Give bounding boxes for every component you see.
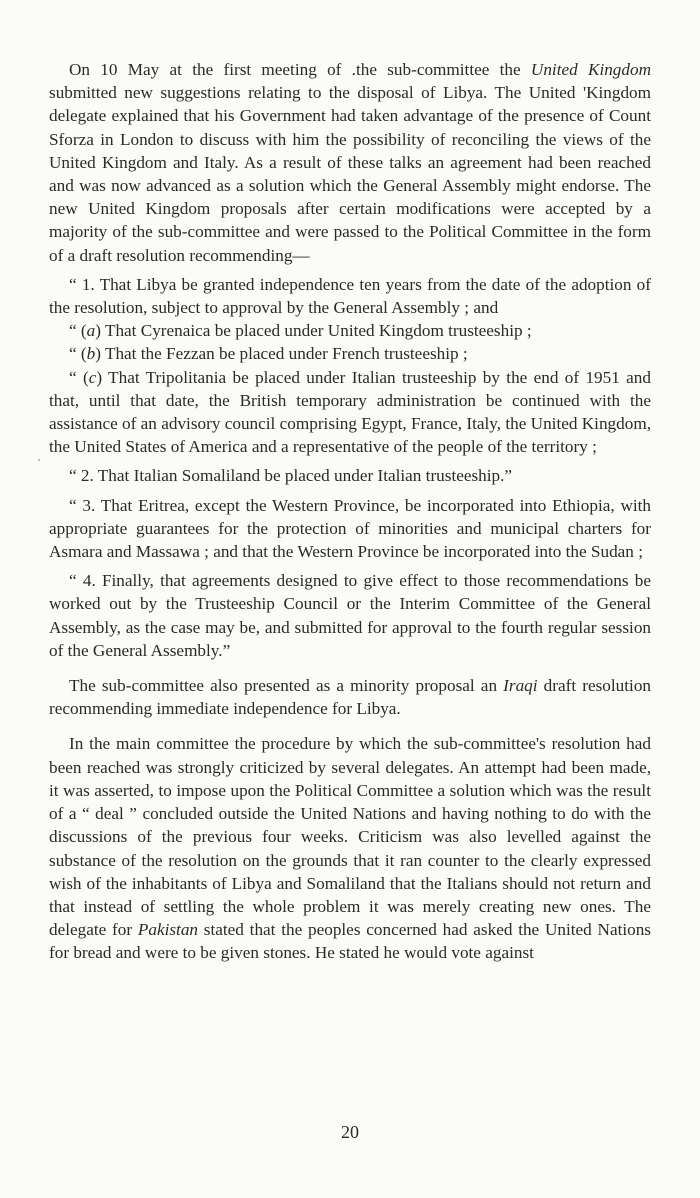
page-number: 20 bbox=[341, 1122, 359, 1142]
paragraph-minority-proposal bbox=[49, 674, 651, 720]
text-run: ) That Cyrenaica be placed under United Kingdom trusteeship ; bbox=[95, 321, 532, 341]
quote-item-1: “ 1. That Libya be granted independence ten years from the date of the adoption of the resolution, subject to approval by the General Assembly ; and bbox=[49, 274, 651, 318]
text-run: draft resolution recommending immediate independence for Libya. bbox=[49, 676, 652, 719]
quote-item-1a bbox=[49, 319, 651, 342]
text-run: stated that the peoples concerned had asked the United Nations for bread and were to be given stones. He stated he would vote against bbox=[49, 920, 651, 963]
paragraph-main-committee bbox=[49, 732, 651, 964]
text-run: submitted new suggestions relating to the disposal of Libya. The United 'Kingdom delegate explained that his Government had taken advantage of the presence of Count Sforza in London to discuss with him the possibility of reconciling the views of the United Kingdom and Italy. As a result of these talks an agreement had been reached and was now advanced as a solution which the General Assembly might endorse. The new United Kingdom proposals after certain modifications were accepted by a majority of the sub-committee and were passed to the Political Committee in the form of a draft resolution recommending— bbox=[49, 83, 651, 265]
body-text bbox=[49, 58, 651, 965]
text-run: “ ( bbox=[69, 344, 87, 364]
italic-run: c bbox=[88, 367, 97, 387]
italic-run: Iraqi bbox=[503, 676, 538, 696]
text-run: “ ( bbox=[69, 367, 89, 387]
italic-run: Pakistan bbox=[137, 920, 199, 940]
paragraph-intro bbox=[49, 58, 651, 267]
quote-item-2: “ 2. That Italian Somaliland be placed under Italian trusteeship.” bbox=[69, 466, 513, 486]
quote-item-3: “ 3. That Eritrea, except the Western Province, be incorporated into Ethiopia, with appropriate guarantees for the protection of minorities and municipal charters for Asmara and Massawa ; and that the Western Province be incorporated into the Sudan ; bbox=[49, 495, 651, 562]
italic-run: United Kingdom bbox=[530, 60, 652, 79]
text-run: ) That the Fezzan be placed under French trusteeship ; bbox=[95, 344, 468, 364]
text-run: The sub-committee also presented as a minority proposal an bbox=[69, 676, 504, 696]
text-run: “ ( bbox=[69, 321, 87, 341]
quote-item-4: “ 4. Finally, that agreements designed to give effect to those recommendations be worked out by the Trusteeship Council or the Interim Committee of the General Assembly, as the case may be, and submitted for approval to the fourth regular session of the General Assembly.” bbox=[49, 571, 651, 660]
text-run: In the main committee the procedure by which the sub-committee's resolution had been reached was strongly criticized by several delegates. An attempt had been made, it was asserted, to impose upon the Political Committee a solution which was the result of a “ deal ” concluded outside the United Nations and having nothing to do with the discussions of the previous four weeks. Criticism was also levelled against the substance of the resolution on the grounds that it ran counter to the clearly expressed wish of the inhabitants of Libya and Somaliland that the Italians should not return and that instead of settling the whole problem it was merely creating new ones. The delegate for bbox=[49, 734, 651, 940]
italic-run: b bbox=[86, 344, 96, 364]
text-run: ) That Tripolitania be placed under Italian trusteeship by the end of 1951 and that, until that date, the British temporary administration be continued with the assistance of an advisory council comprising Egypt, France, Italy, the United Kingdom, the United States of America and a representative of the people of the territory ; bbox=[49, 367, 651, 457]
quote-item-1b bbox=[49, 342, 651, 365]
text-run: On 10 May at the first meeting of .the sub-committee the bbox=[69, 60, 531, 79]
quote-item-1c bbox=[49, 366, 651, 459]
margin-mark bbox=[38, 459, 40, 461]
italic-run: a bbox=[86, 321, 96, 341]
